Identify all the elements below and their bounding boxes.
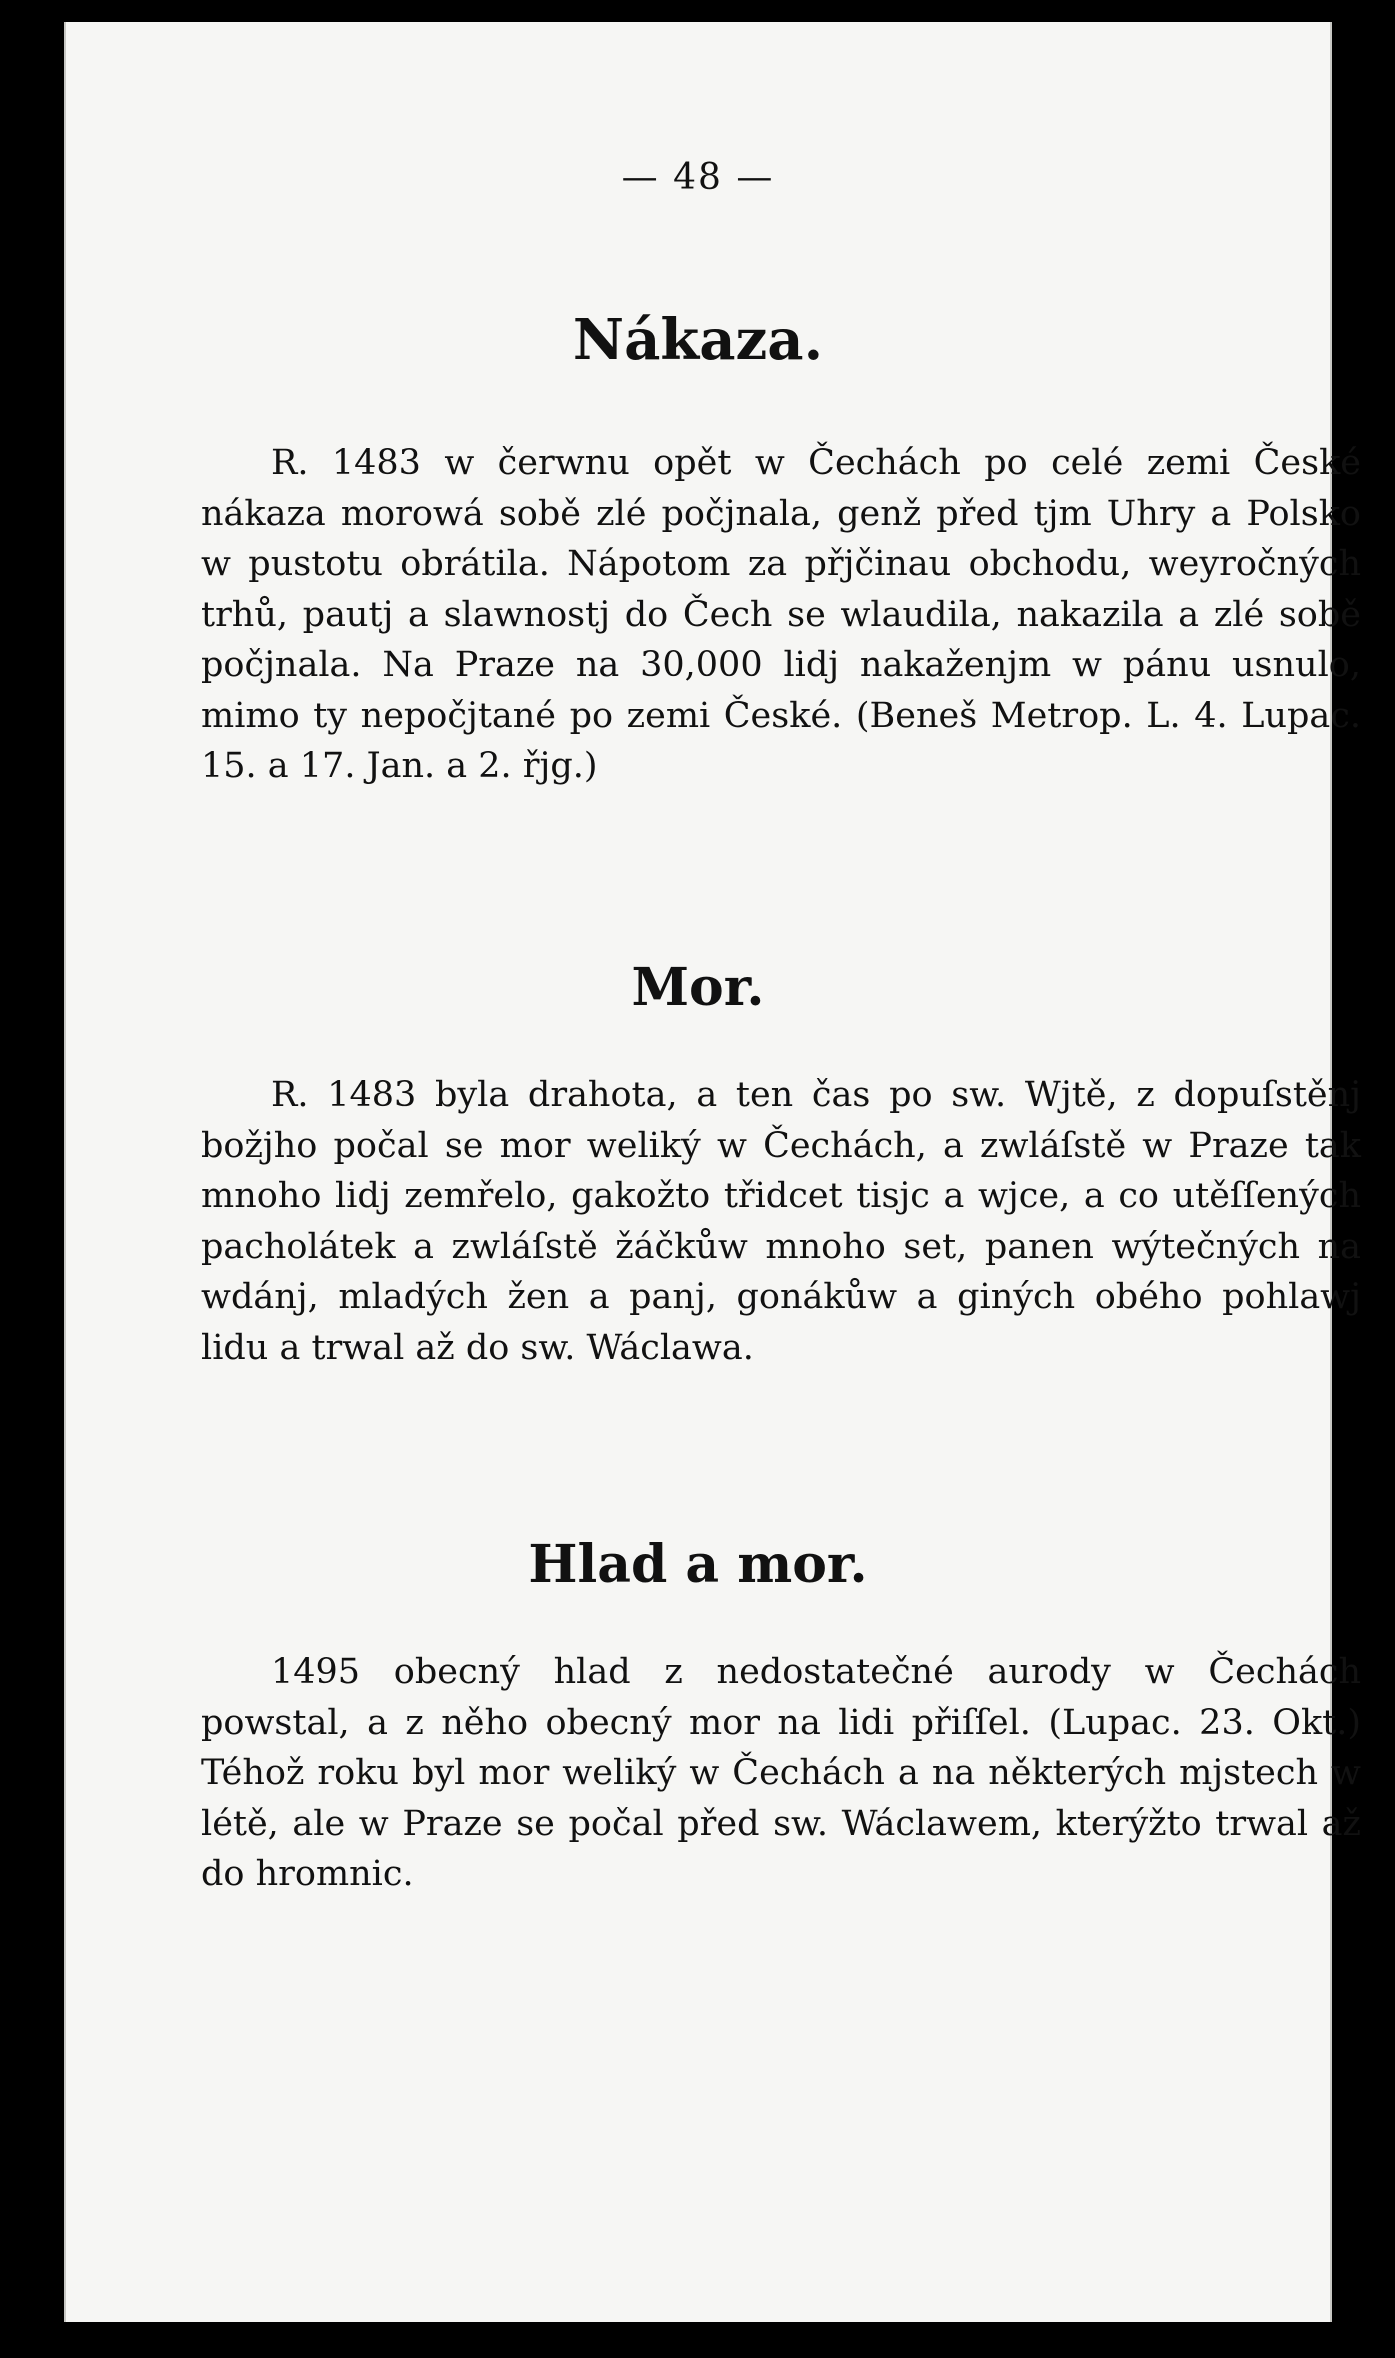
section-text-nakaza: R. 1483 w čerwnu opět w Čechách po celé zemi České nákaza morowá sobě zlé počjnala, genž před tjm Uhry a Polsko w pustotu obrátila. Nápotom za přjčinau obchodu, weyročných trhů, pautj a slawnostj do Čech se wlaudila, nakazila a zlé sobě počjnala. Na Praze na 30,000 lidj nakaženjm w pánu usnulo, mimo ty nepočjtané po zemi České. (Beneš Metrop. L. 4. Lupac. 15. a 17. Jan. a 2. řjg.): [201, 443, 1361, 786]
section-text-hlad-a-mor: 1495 obecný hlad z nedostatečné aurody w Čechách powstal, a z něho obecný mor na lidi přiſſel. (Lupac. 23. Okt.) Téhož roku byl mor weliký w Čechách a na některých mjstech w létě, ale w Praze se počal před sw. Wáclawem, kterýžto trwal až do hromnic.: [201, 1652, 1361, 1894]
section-text-mor: R. 1483 byla drahota, a ten čas po sw. Wjtě, z dopuſstěnj božjho počal se mor weliký w Čechách, a zwláſstě w Praze tak mnoho lidj zemřelo, gakožto třidcet tisjc a wjce, a co utěſſených pacholátek a zwláſstě žáčkůw mnoho set, panen wýtečných na wdánj, mladých žen a panj, gonákůw a giných obého pohlawj lidu a trwal až do sw. Wáclawa.: [201, 1075, 1361, 1368]
section-title-mor: Mor.: [631, 957, 765, 1018]
page-number: — 48 —: [621, 157, 775, 198]
book-page: [64, 22, 1361, 2322]
section-title-hlad-a-mor: Hlad a mor.: [528, 1534, 868, 1595]
section-title-nakaza: Nákaza.: [572, 307, 824, 373]
